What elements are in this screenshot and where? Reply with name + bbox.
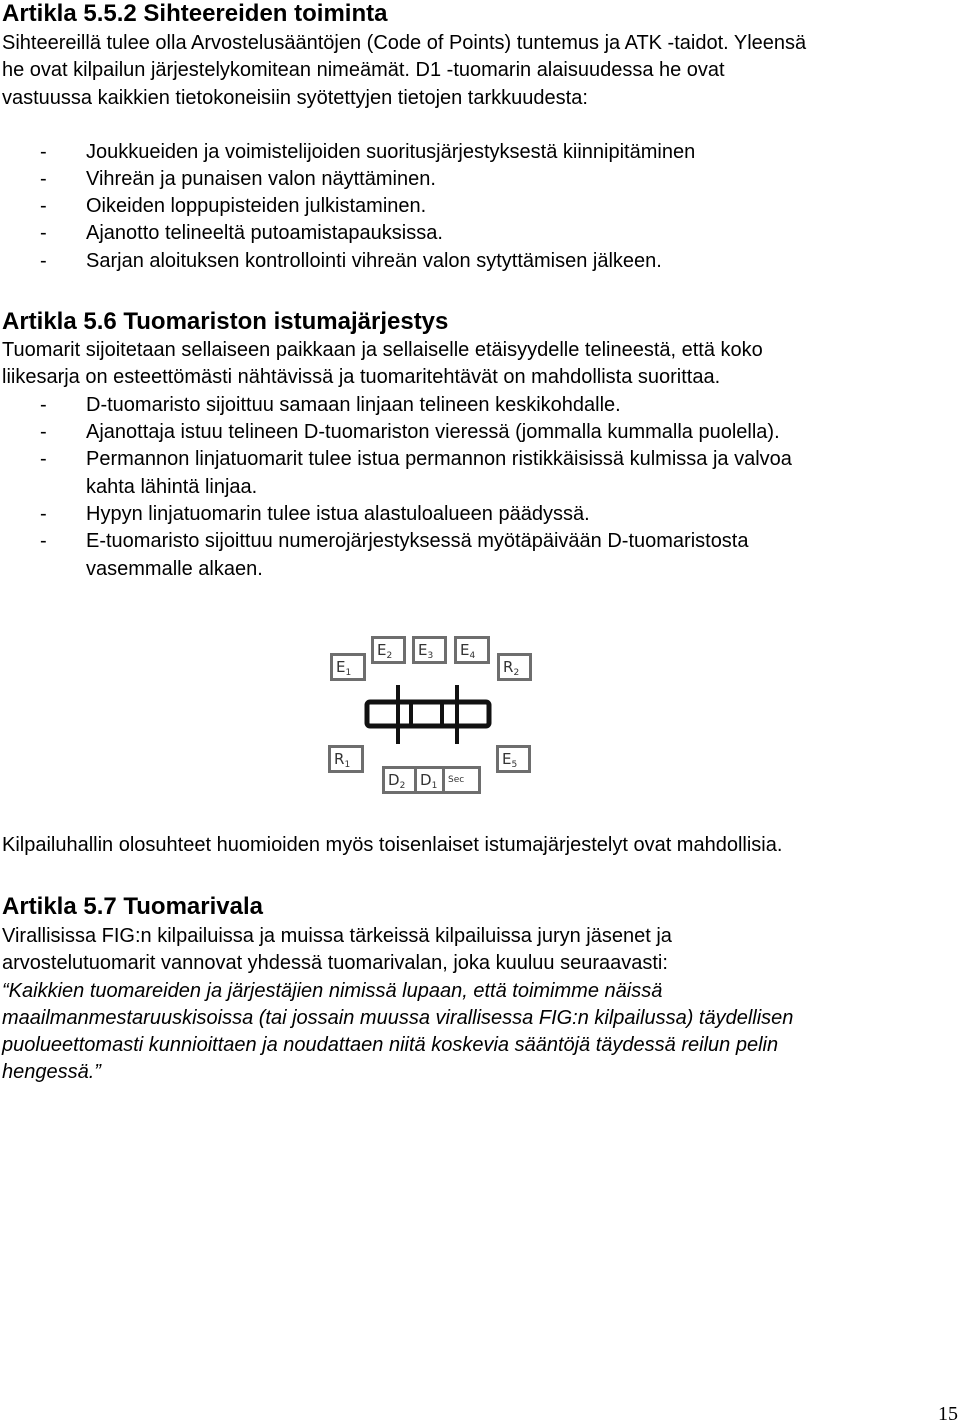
list-dash: - <box>40 195 47 217</box>
list-item-text: Joukkueiden ja voimistelijoiden suoritusjärjestyksestä kiinnipitäminen <box>86 141 696 163</box>
judge-box-r1: $R_1$ <box>328 745 364 773</box>
paragraph-line: liikesarja on esteettömästi nähtävissä ja tuomaritehtävät on mahdollista suorittaa. <box>2 366 721 388</box>
list-item-text: E-tuomaristo sijoittuu numerojärjestyksessä myötäpäivään D-tuomaristosta <box>86 530 749 552</box>
list-dash: - <box>40 141 47 163</box>
page-number: 15 <box>938 1403 958 1425</box>
list-item-text: Sarjan aloituksen kontrollointi vihreän valon sytyttämisen jälkeen. <box>86 250 662 272</box>
judge-box-e3: $E_3$ <box>412 636 447 664</box>
judges-seating-diagram <box>320 628 550 798</box>
paragraph-line: Tuomarit sijoitetaan sellaiseen paikkaan ja sellaiselle etäisyydelle telineestä, että koko <box>2 339 763 361</box>
judge-box-d1: $D_1$ <box>414 766 449 794</box>
oath-line: “Kaikkien tuomareiden ja järjestäjien nimissä lupaan, että toimimme näissä <box>2 980 663 1002</box>
paragraph-line: Sihteereillä tulee olla Arvostelusääntöjen (Code of Points) tuntemus ja ATK -taidot. Yleensä <box>2 32 807 54</box>
list-dash: - <box>40 250 47 272</box>
oath-line: hengessä.” <box>2 1061 101 1083</box>
judge-box-e2: $E_2$ <box>371 636 406 664</box>
heading-56: Artikla 5.6 Tuomariston istumajärjestys <box>2 308 449 335</box>
paragraph-line: Virallisissa FIG:n kilpailuissa ja muissa tärkeissä kilpailuissa juryn jäsenet ja <box>2 925 672 947</box>
list-item-text: Ajanottaja istuu telineen D-tuomariston vieressä (jommalla kummalla puolella). <box>86 421 780 443</box>
list-dash: - <box>40 394 47 416</box>
list-item-text: Vihreän ja punaisen valon näyttäminen. <box>86 168 436 190</box>
list-item-text: Permannon linjatuomarit tulee istua permannon ristikkäisissä kulmissa ja valvoa <box>86 448 792 470</box>
list-item-text: Ajanotto telineeltä putoamistapauksissa. <box>86 222 443 244</box>
list-item-text: vasemmalle alkaen. <box>86 558 263 580</box>
apparatus-parallel-bars <box>320 628 550 798</box>
judge-box-e5: $E_5$ <box>496 745 531 773</box>
judge-box-r2: $R_2$ <box>497 653 532 681</box>
list-dash: - <box>40 503 47 525</box>
oath-line: maailmanmestaruuskisoissa (tai jossain muussa virallisessa FIG:n kilpailussa) täydellisen <box>2 1007 794 1029</box>
paragraph-line: he ovat kilpailun järjestelykomitean nimeämät. D1 -tuomarin alaisuudessa he ovat <box>2 59 725 81</box>
oath-line: puolueettomasti kunnioittaen ja noudattaen niitä koskevia sääntöjä täydessä reilun pelin <box>2 1034 779 1056</box>
judge-box-d2: $D_2$ <box>382 766 417 794</box>
list-item-text: kahta lähintä linjaa. <box>86 476 258 498</box>
list-dash: - <box>40 530 47 552</box>
list-dash: - <box>40 222 47 244</box>
heading-57: Artikla 5.7 Tuomarivala <box>2 893 263 920</box>
judge-box-sec: Sec <box>442 766 481 794</box>
list-item-text: D-tuomaristo sijoittuu samaan linjaan telineen keskikohdalle. <box>86 394 621 416</box>
paragraph-line: arvostelutuomarit vannovat yhdessä tuomarivalan, joka kuuluu seuraavasti: <box>2 952 668 974</box>
list-item-text: Oikeiden loppupisteiden julkistaminen. <box>86 195 427 217</box>
heading-552: Artikla 5.5.2 Sihteereiden toiminta <box>2 0 388 27</box>
list-item-text: Hypyn linjatuomarin tulee istua alastuloalueen päädyssä. <box>86 503 590 525</box>
judge-box-e1: $E_1$ <box>330 653 366 681</box>
list-dash: - <box>40 448 47 470</box>
paragraph-line: vastuussa kaikkien tietokoneisiin syötettyjen tietojen tarkkuudesta: <box>2 87 588 109</box>
judge-box-e4: $E_4$ <box>454 636 490 664</box>
list-dash: - <box>40 168 47 190</box>
list-dash: - <box>40 421 47 443</box>
note-paragraph: Kilpailuhallin olosuhteet huomioiden myös toisenlaiset istumajärjestelyt ovat mahdollisia. <box>2 834 783 856</box>
